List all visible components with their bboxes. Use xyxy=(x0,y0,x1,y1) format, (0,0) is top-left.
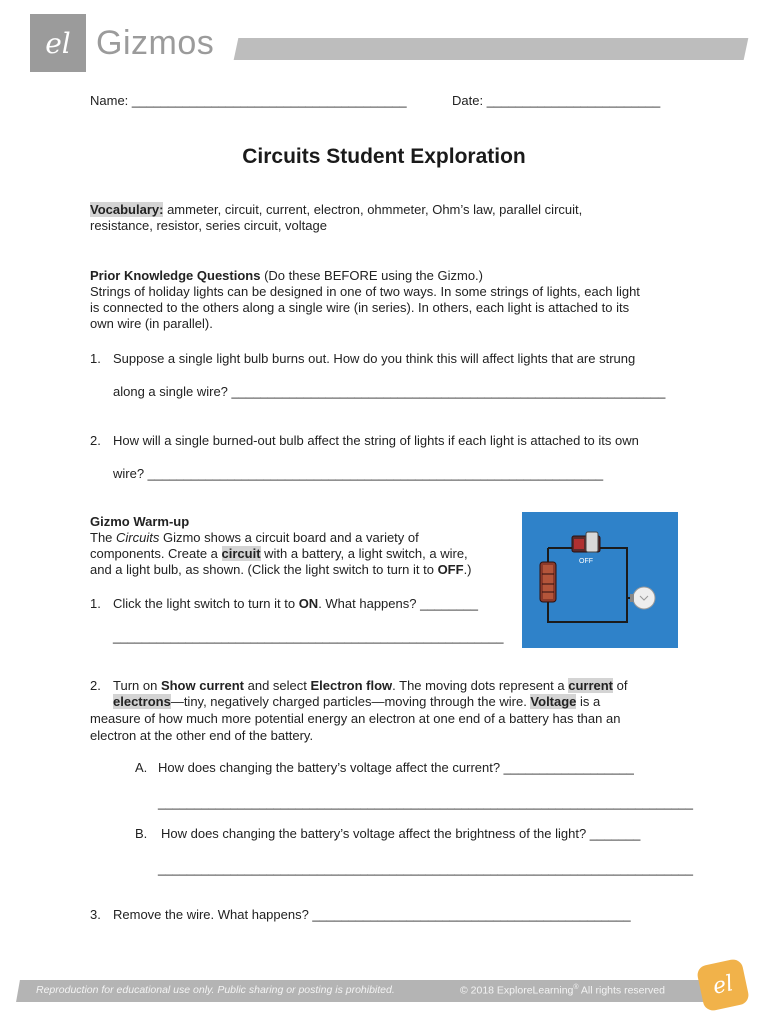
vocab-term-electrons: electrons xyxy=(113,694,171,709)
footer-logo-mark: el xyxy=(710,970,736,1000)
warmup-text: .) xyxy=(463,562,472,577)
switch-label: OFF xyxy=(579,558,593,565)
prior-heading: Prior Knowledge Questions xyxy=(90,268,261,283)
warmup-gizmo-name: Circuits xyxy=(116,530,160,545)
q3-number: 3. xyxy=(90,907,101,922)
q2-text: Turn on Show current and select Electron flow. The moving dots represent a current of electrons—tiny, negatively charged particles—moving through the wire. Voltage is a xyxy=(113,678,628,709)
prior-q1-number: 1. xyxy=(90,351,101,366)
q2a-text[interactable]: How does changing the battery’s voltage affect the current? __________________ xyxy=(158,760,634,775)
vocabulary-line-1: ammeter, circuit, current, electron, ohmmeter, Ohm’s law, parallel circuit, xyxy=(163,202,583,217)
date-field[interactable] xyxy=(452,93,660,109)
warmup-text: components. Create a xyxy=(90,546,222,561)
warmup-q1-answer[interactable]: . What happens? ________ xyxy=(318,596,478,611)
q2-text-line-4: electron at the other end of the battery. xyxy=(90,728,314,743)
logo-mark: el xyxy=(45,26,71,60)
prior-text-line: own wire (in parallel). xyxy=(90,316,213,331)
circuit-diagram xyxy=(522,512,678,648)
name-label: Name: xyxy=(90,93,132,108)
q2a-label: A. xyxy=(135,760,148,775)
warmup-section xyxy=(90,514,472,578)
warmup-text: with a battery, a light switch, a wire, xyxy=(260,546,468,561)
vocab-term-voltage: Voltage xyxy=(530,694,577,709)
circuit-illustration xyxy=(522,512,678,648)
vocabulary-section xyxy=(90,202,582,234)
warmup-text: Gizmo shows a circuit board and a variety of xyxy=(159,530,419,545)
warmup-off-term: OFF xyxy=(437,562,464,577)
q2b-text[interactable]: How does changing the battery’s voltage affect the brightness of the light? _______ xyxy=(161,826,641,841)
footer-notice: Reproduction for educational use only. Public sharing or posting is prohibited. xyxy=(36,984,395,996)
prior-text-line: is connected to the others along a single wire (in series). In others, each light is attached to its xyxy=(90,300,630,315)
explorelearning-logo xyxy=(30,14,86,72)
q2b-label: B. xyxy=(135,826,148,841)
warmup-q1-number: 1. xyxy=(90,596,101,611)
prior-knowledge-section xyxy=(90,268,640,332)
date-blank[interactable]: ________________________ xyxy=(486,93,661,108)
q3-text[interactable]: Remove the wire. What happens? ____________________________________________ xyxy=(113,907,631,922)
vocab-term-current: current xyxy=(568,678,614,693)
q2b-answer-line[interactable]: __________________________________________________________________________ xyxy=(158,861,694,876)
prior-q2-number: 2. xyxy=(90,433,101,448)
warmup-q1-text: Click the light switch to turn it to ON. What happens? ________ xyxy=(113,596,478,611)
brand-name: Gizmos xyxy=(96,24,215,62)
prior-q1-text: Suppose a single light bulb burns out. How do you think this will affect lights that are strung xyxy=(113,351,636,366)
prior-q1-answer[interactable]: along a single wire? ____________________________________________________________ xyxy=(113,384,666,399)
name-field[interactable] xyxy=(90,93,407,109)
name-blank[interactable]: ______________________________________ xyxy=(131,93,407,108)
vocabulary-line-2: resistance, resistor, series circuit, voltage xyxy=(90,218,327,233)
header-bar xyxy=(234,38,749,60)
prior-heading-note: (Do these BEFORE using the Gizmo.) xyxy=(260,268,483,283)
q2-number: 2. xyxy=(90,678,101,693)
battery-icon xyxy=(540,562,556,602)
warmup-heading: Gizmo Warm-up xyxy=(90,514,190,529)
q2a-answer-line[interactable]: __________________________________________________________________________ xyxy=(158,795,694,810)
footer-logo xyxy=(696,958,751,1013)
prior-text-line: Strings of holiday lights can be designed in one of two ways. In some strings of lights, each light xyxy=(90,284,640,299)
q2-text-line-3: measure of how much more potential energy an electron at one end of a battery has than an xyxy=(90,711,621,726)
prior-q2-text: How will a single burned-out bulb affect the string of lights if each light is attached to its own xyxy=(113,433,639,448)
prior-q2-answer[interactable]: wire? _______________________________________________________________ xyxy=(113,466,604,481)
warmup-text: and a light bulb, as shown. (Click the light switch to turn it to xyxy=(90,562,438,577)
vocabulary-label: Vocabulary: xyxy=(90,202,164,217)
vocab-term-circuit: circuit xyxy=(221,546,261,561)
footer-copyright: © 2018 ExploreLearning® All rights reserved xyxy=(460,984,665,997)
date-label: Date: xyxy=(452,93,487,108)
warmup-q1-answer-line[interactable]: ______________________________________________________ xyxy=(113,629,504,644)
page-title: Circuits Student Exploration xyxy=(242,145,526,168)
warmup-text: The xyxy=(90,530,117,545)
